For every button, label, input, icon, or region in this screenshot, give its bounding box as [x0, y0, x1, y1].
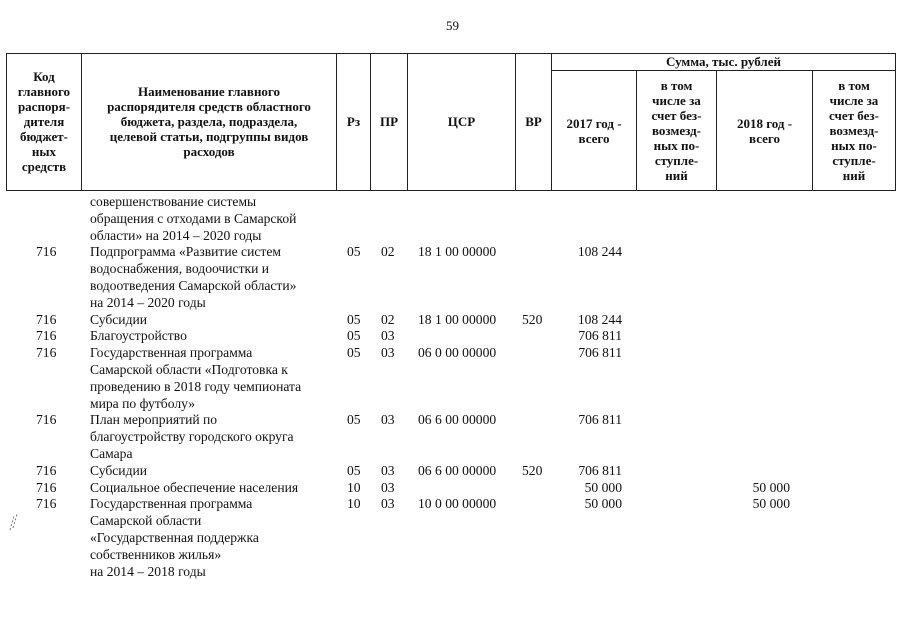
table-row: [0, 480, 905, 497]
table-row: [0, 244, 905, 311]
row-pr: 03: [381, 479, 395, 495]
header-border: [895, 53, 896, 191]
row-rz: 05: [347, 462, 361, 478]
table-row: [0, 463, 905, 480]
row-name: Субсидии: [90, 462, 148, 478]
row-csr: 18 1 00 00000: [418, 244, 497, 260]
table-row: [0, 345, 905, 412]
header-border: [6, 190, 896, 191]
row-name: совершенствование системы обращения с отходами в Самарской области» на 2014 – 2020 годы: [90, 194, 297, 243]
row-csr: 06 6 00 00000: [418, 462, 497, 478]
table-body: [0, 194, 905, 580]
header-name: Наименование главного распорядителя средств областного бюджета, раздела, подраздела, целевой статьи, подгруппы видов расходов: [107, 84, 311, 159]
row-sum-2017: 50 000: [584, 479, 622, 495]
row-sum-2017: 706 811: [578, 462, 622, 478]
header-rz: Рз: [346, 114, 361, 129]
header-sum: Сумма, тыс. рублей: [666, 54, 781, 69]
row-rz: 10: [347, 496, 361, 512]
row-code: 716: [36, 462, 57, 478]
row-rz: 05: [347, 412, 361, 428]
row-name: Государственная программа Самарской области «Государственная поддержка собственников жилья» на 2014 – 2018 годы: [90, 496, 259, 579]
table-row: [0, 412, 905, 462]
table-row: [0, 194, 905, 244]
page-number: 59: [446, 18, 459, 33]
header-pr: ПР: [379, 114, 399, 129]
row-pr: 03: [381, 328, 395, 344]
row-sum-2018: 50 000: [752, 496, 790, 512]
row-name: План мероприятий по благоустройству городского округа Самара: [90, 412, 294, 461]
row-pr: 03: [381, 462, 395, 478]
row-sum-2018: 50 000: [752, 479, 790, 495]
row-pr: 03: [381, 496, 395, 512]
row-name: Благоустройство: [90, 328, 187, 344]
row-sum-2017: 108 244: [577, 244, 622, 260]
table-row: [0, 328, 905, 345]
table-row: [0, 496, 905, 580]
row-code: 716: [36, 311, 57, 327]
header-2018-total: 2018 год - всего: [736, 115, 793, 146]
row-sum-2017: 50 000: [584, 496, 622, 512]
row-sum-2017: 706 811: [578, 328, 622, 344]
header-2017-free: в том числе за счет без- возмезд- ных по- ступле- ний: [651, 78, 702, 183]
row-vr: 520: [522, 462, 543, 478]
row-code: 716: [36, 345, 57, 361]
row-rz: 05: [347, 244, 361, 260]
margin-mark: [8, 510, 20, 532]
row-rz: 05: [347, 328, 361, 344]
header-csr: ЦСР: [447, 114, 476, 129]
row-pr: 03: [381, 412, 395, 428]
row-csr: 10 0 00 00000: [418, 496, 497, 512]
row-rz: 05: [347, 345, 361, 361]
row-sum-2017: 706 811: [578, 412, 622, 428]
row-vr: 520: [522, 311, 543, 327]
row-rz: 05: [347, 311, 361, 327]
row-code: 716: [36, 479, 57, 495]
row-code: 716: [36, 328, 57, 344]
header-code: Код главного распоря- дителя бюджет- ных средств: [17, 69, 71, 174]
row-pr: 02: [381, 244, 395, 260]
header-vr: ВР: [525, 114, 542, 129]
row-sum-2017: 108 244: [577, 311, 622, 327]
row-csr: 18 1 00 00000: [418, 311, 497, 327]
row-name: Социальное обеспечение населения: [90, 479, 299, 495]
row-code: 716: [36, 244, 57, 260]
row-pr: 02: [381, 311, 395, 327]
table-header: [6, 53, 896, 191]
table-row: [0, 312, 905, 329]
header-2018-free: в том числе за счет без- возмезд- ных по- ступле- ний: [829, 78, 879, 183]
row-name: Государственная программа Самарской области «Подготовка к проведению в 2018 году чемпионата мира по футболу»: [90, 345, 302, 411]
row-code: 716: [36, 496, 57, 512]
row-csr: 06 6 00 00000: [418, 412, 497, 428]
row-name: Субсидии: [90, 311, 148, 327]
row-pr: 03: [381, 345, 395, 361]
row-sum-2017: 706 811: [578, 345, 622, 361]
row-name: Подпрограмма «Развитие систем водоснабжения, водоочистки и водоотведения Самарской области» на 2014 – 2020 годы: [90, 244, 297, 310]
row-rz: 10: [347, 479, 361, 495]
row-csr: 06 0 00 00000: [418, 345, 497, 361]
row-code: 716: [36, 412, 57, 428]
header-2017-total: 2017 год - всего: [566, 115, 622, 146]
